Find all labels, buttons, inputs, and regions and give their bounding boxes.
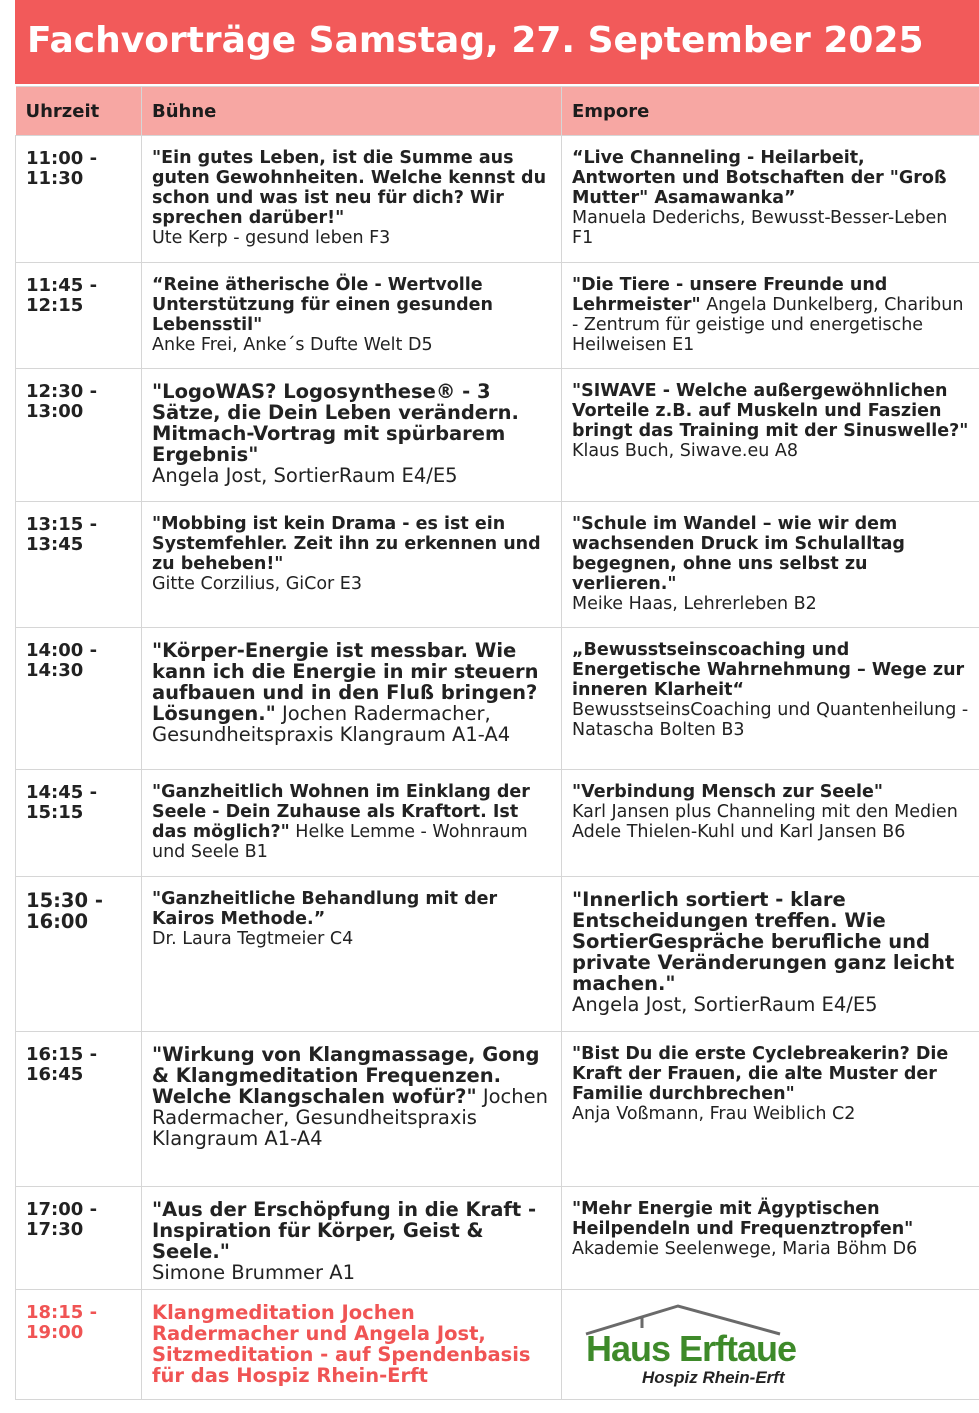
talk-speaker: Angela Jost, SortierRaum E4/E5 xyxy=(152,464,458,487)
empore-cell xyxy=(562,877,979,1032)
time-slot: 16:15 - 16:45 xyxy=(26,1044,98,1085)
stage-cell xyxy=(142,136,562,263)
talk-title: "Die Tiere - unsere Freunde und Lehrmeister" xyxy=(572,275,888,315)
empore-cell xyxy=(562,1290,979,1400)
empore-cell xyxy=(562,1187,979,1290)
time-slot: 15:30 - 16:00 xyxy=(26,889,103,933)
talk-speaker: Gitte Corzilius, GiCor E3 xyxy=(152,574,362,594)
stage-cell xyxy=(142,1032,562,1187)
talk-title: "LogoWAS? Logosynthese® - 3 Sätze, die Dein Leben verändern. Mitmach-Vortrag mit spürbarem Ergebnis" xyxy=(152,380,519,466)
talk-speaker: Akademie Seelenwege, Maria Böhm D6 xyxy=(572,1239,918,1259)
talk-title: "Mobbing ist kein Drama - es ist ein Systemfehler. Zeit ihn zu erkennen und zu beheben!" xyxy=(152,514,541,574)
table-row xyxy=(16,770,979,877)
empore-cell xyxy=(562,1032,979,1187)
stage-cell xyxy=(142,1187,562,1290)
talk-speaker: Meike Haas, Lehrerleben B2 xyxy=(572,594,817,614)
talk-speaker: Jochen Radermacher, Gesundheitspraxis Klangraum A1-A4 xyxy=(152,702,511,746)
talk-speaker: Dr. Laura Tegtmeier C4 xyxy=(152,929,354,949)
stage-cell xyxy=(142,369,562,502)
table-row xyxy=(16,1187,979,1290)
column-header-time: Uhrzeit xyxy=(16,87,142,136)
time-cell xyxy=(16,628,142,770)
logo-subtitle: Hospiz Rhein-Erft xyxy=(642,1368,785,1387)
talk-title: "Innerlich sortiert - klare Entscheidungen treffen. Wie SortierGespräche berufliche und private Veränderungen ganz leicht machen." xyxy=(572,888,955,995)
time-cell xyxy=(16,502,142,628)
table-header-row xyxy=(16,87,979,136)
table-row xyxy=(16,502,979,628)
time-slot: 12:30 - 13:00 xyxy=(26,381,98,422)
talk-speaker: Angela Jost, SortierRaum E4/E5 xyxy=(572,993,878,1016)
table-row xyxy=(16,877,979,1032)
time-cell xyxy=(16,770,142,877)
column-header-empore: Empore xyxy=(562,87,979,136)
stage-cell xyxy=(142,770,562,877)
talk-title: "Mehr Energie mit Ägyptischen Heilpendeln und Frequenztropfen" xyxy=(572,1199,914,1239)
talk-title: "Körper-Energie ist messbar. Wie kann ich die Energie in mir steuern aufbauen und in den Fluß bringen? Lösungen." xyxy=(152,639,539,725)
talk-speaker: Jochen Radermacher, Gesundheitspraxis Klangraum A1-A4 xyxy=(152,1085,548,1150)
talk-title: “Live Channeling - Heilarbeit, Antworten und Botschaften der "Groß Mutter" Asamawanka” xyxy=(572,148,947,208)
stage-cell xyxy=(142,877,562,1032)
talk-title: “Reine ätherische Öle - Wertvolle Unterstützung für einen gesunden Lebensstil" xyxy=(152,275,493,335)
table-row xyxy=(16,1032,979,1187)
stage-cell xyxy=(142,628,562,770)
table-row xyxy=(16,136,979,263)
time-slot: 11:45 - 12:15 xyxy=(26,275,98,316)
stage-cell xyxy=(142,502,562,628)
talk-speaker: Manuela Dederichs, Bewusst-Besser-Leben F1 xyxy=(572,208,948,248)
talk-speaker: Karl Jansen plus Channeling mit den Medien Adele Thielen-Kuhl und Karl Jansen B6 xyxy=(572,802,958,842)
time-slot: 17:00 - 17:30 xyxy=(26,1199,98,1240)
stage-cell xyxy=(142,1290,562,1400)
time-cell xyxy=(16,369,142,502)
talk-title: "Verbindung Mensch zur Seele" xyxy=(572,782,884,802)
talk-speaker: Angela Dunkelberg, Charibun - Zentrum für geistige und energetische Heilweisen E1 xyxy=(572,295,964,355)
time-slot: 11:00 - 11:30 xyxy=(26,148,98,189)
talk-speaker: BewusstseinsCoaching und Quantenheilung - Natascha Bolten B3 xyxy=(572,700,969,740)
empore-cell xyxy=(562,770,979,877)
time-slot: 13:15 - 13:45 xyxy=(26,514,98,555)
talk-title: "SIWAVE - Welche außergewöhnlichen Vorteile z.B. auf Muskeln und Faszien bringt das Training mit der Sinuswelle?" xyxy=(572,381,969,441)
table-row xyxy=(16,628,979,770)
logo-wordmark: Haus Erftaue xyxy=(586,1328,797,1369)
page-title: Fachvorträge Samstag, 27. September 2025 xyxy=(27,20,924,61)
empore-cell xyxy=(562,263,979,369)
time-cell xyxy=(16,263,142,369)
talk-title: "Ganzheitliche Behandlung mit der Kairos Methode.” xyxy=(152,889,498,929)
talk-title: "Schule im Wandel – wie wir dem wachsenden Druck im Schulalltag begegnen, ohne uns selbst zu verlieren." xyxy=(572,514,905,594)
talk-speaker: Klaus Buch, Siwave.eu A8 xyxy=(572,441,798,461)
talk-speaker: Helke Lemme - Wohnraum und Seele B1 xyxy=(152,822,528,862)
time-slot: 18:15 - 19:00 xyxy=(26,1302,98,1343)
talk-title: "Wirkung von Klangmassage, Gong & Klangmeditation Frequenzen. Welche Klangschalen wofür?" xyxy=(152,1043,540,1108)
hospice-logo xyxy=(574,1298,814,1394)
time-slot: 14:45 - 15:15 xyxy=(26,782,98,823)
empore-cell xyxy=(562,502,979,628)
stage-cell xyxy=(142,263,562,369)
talk-title: "Ganzheitlich Wohnen im Einklang der Seele - Dein Zuhause als Kraftort. Ist das möglich?" xyxy=(152,782,530,842)
talk-title: "Ein gutes Leben, ist die Summe aus guten Gewohnheiten. Welche kennst du schon und was ist neu für dich? Wir sprechen darüber!" xyxy=(152,148,547,228)
empore-cell xyxy=(562,136,979,263)
table-row xyxy=(16,263,979,369)
talk-title: Klangmeditation Jochen Radermacher und Angela Jost, Sitzmeditation - auf Spendenbasis für das Hospiz Rhein-Erft xyxy=(152,1301,531,1387)
talk-speaker: Simone Brummer A1 xyxy=(152,1261,355,1284)
talk-speaker: Anke Frei, Anke´s Dufte Welt D5 xyxy=(152,335,433,355)
time-cell xyxy=(16,1187,142,1290)
time-cell xyxy=(16,136,142,263)
time-cell xyxy=(16,1290,142,1400)
empore-cell xyxy=(562,628,979,770)
table-row xyxy=(16,1290,979,1400)
talk-title: „Bewusstseinscoaching und Energetische Wahrnehmung – Wege zur inneren Klarheit“ xyxy=(572,640,965,700)
column-header-stage: Bühne xyxy=(142,87,562,136)
time-cell xyxy=(16,1032,142,1187)
talk-title: "Bist Du die erste Cyclebreakerin? Die Kraft der Frauen, die alte Muster der Familie durchbrechen" xyxy=(572,1044,949,1104)
time-slot: 14:00 - 14:30 xyxy=(26,640,98,681)
empore-cell xyxy=(562,369,979,502)
table-row xyxy=(16,369,979,502)
schedule-table xyxy=(15,86,979,1400)
time-cell xyxy=(16,877,142,1032)
talk-speaker: Ute Kerp - gesund leben F3 xyxy=(152,228,391,248)
talk-speaker: Anja Voßmann, Frau Weiblich C2 xyxy=(572,1104,856,1124)
talk-title: "Aus der Erschöpfung in die Kraft - Inspiration für Körper, Geist & Seele." xyxy=(152,1198,537,1263)
page-header xyxy=(15,0,979,84)
